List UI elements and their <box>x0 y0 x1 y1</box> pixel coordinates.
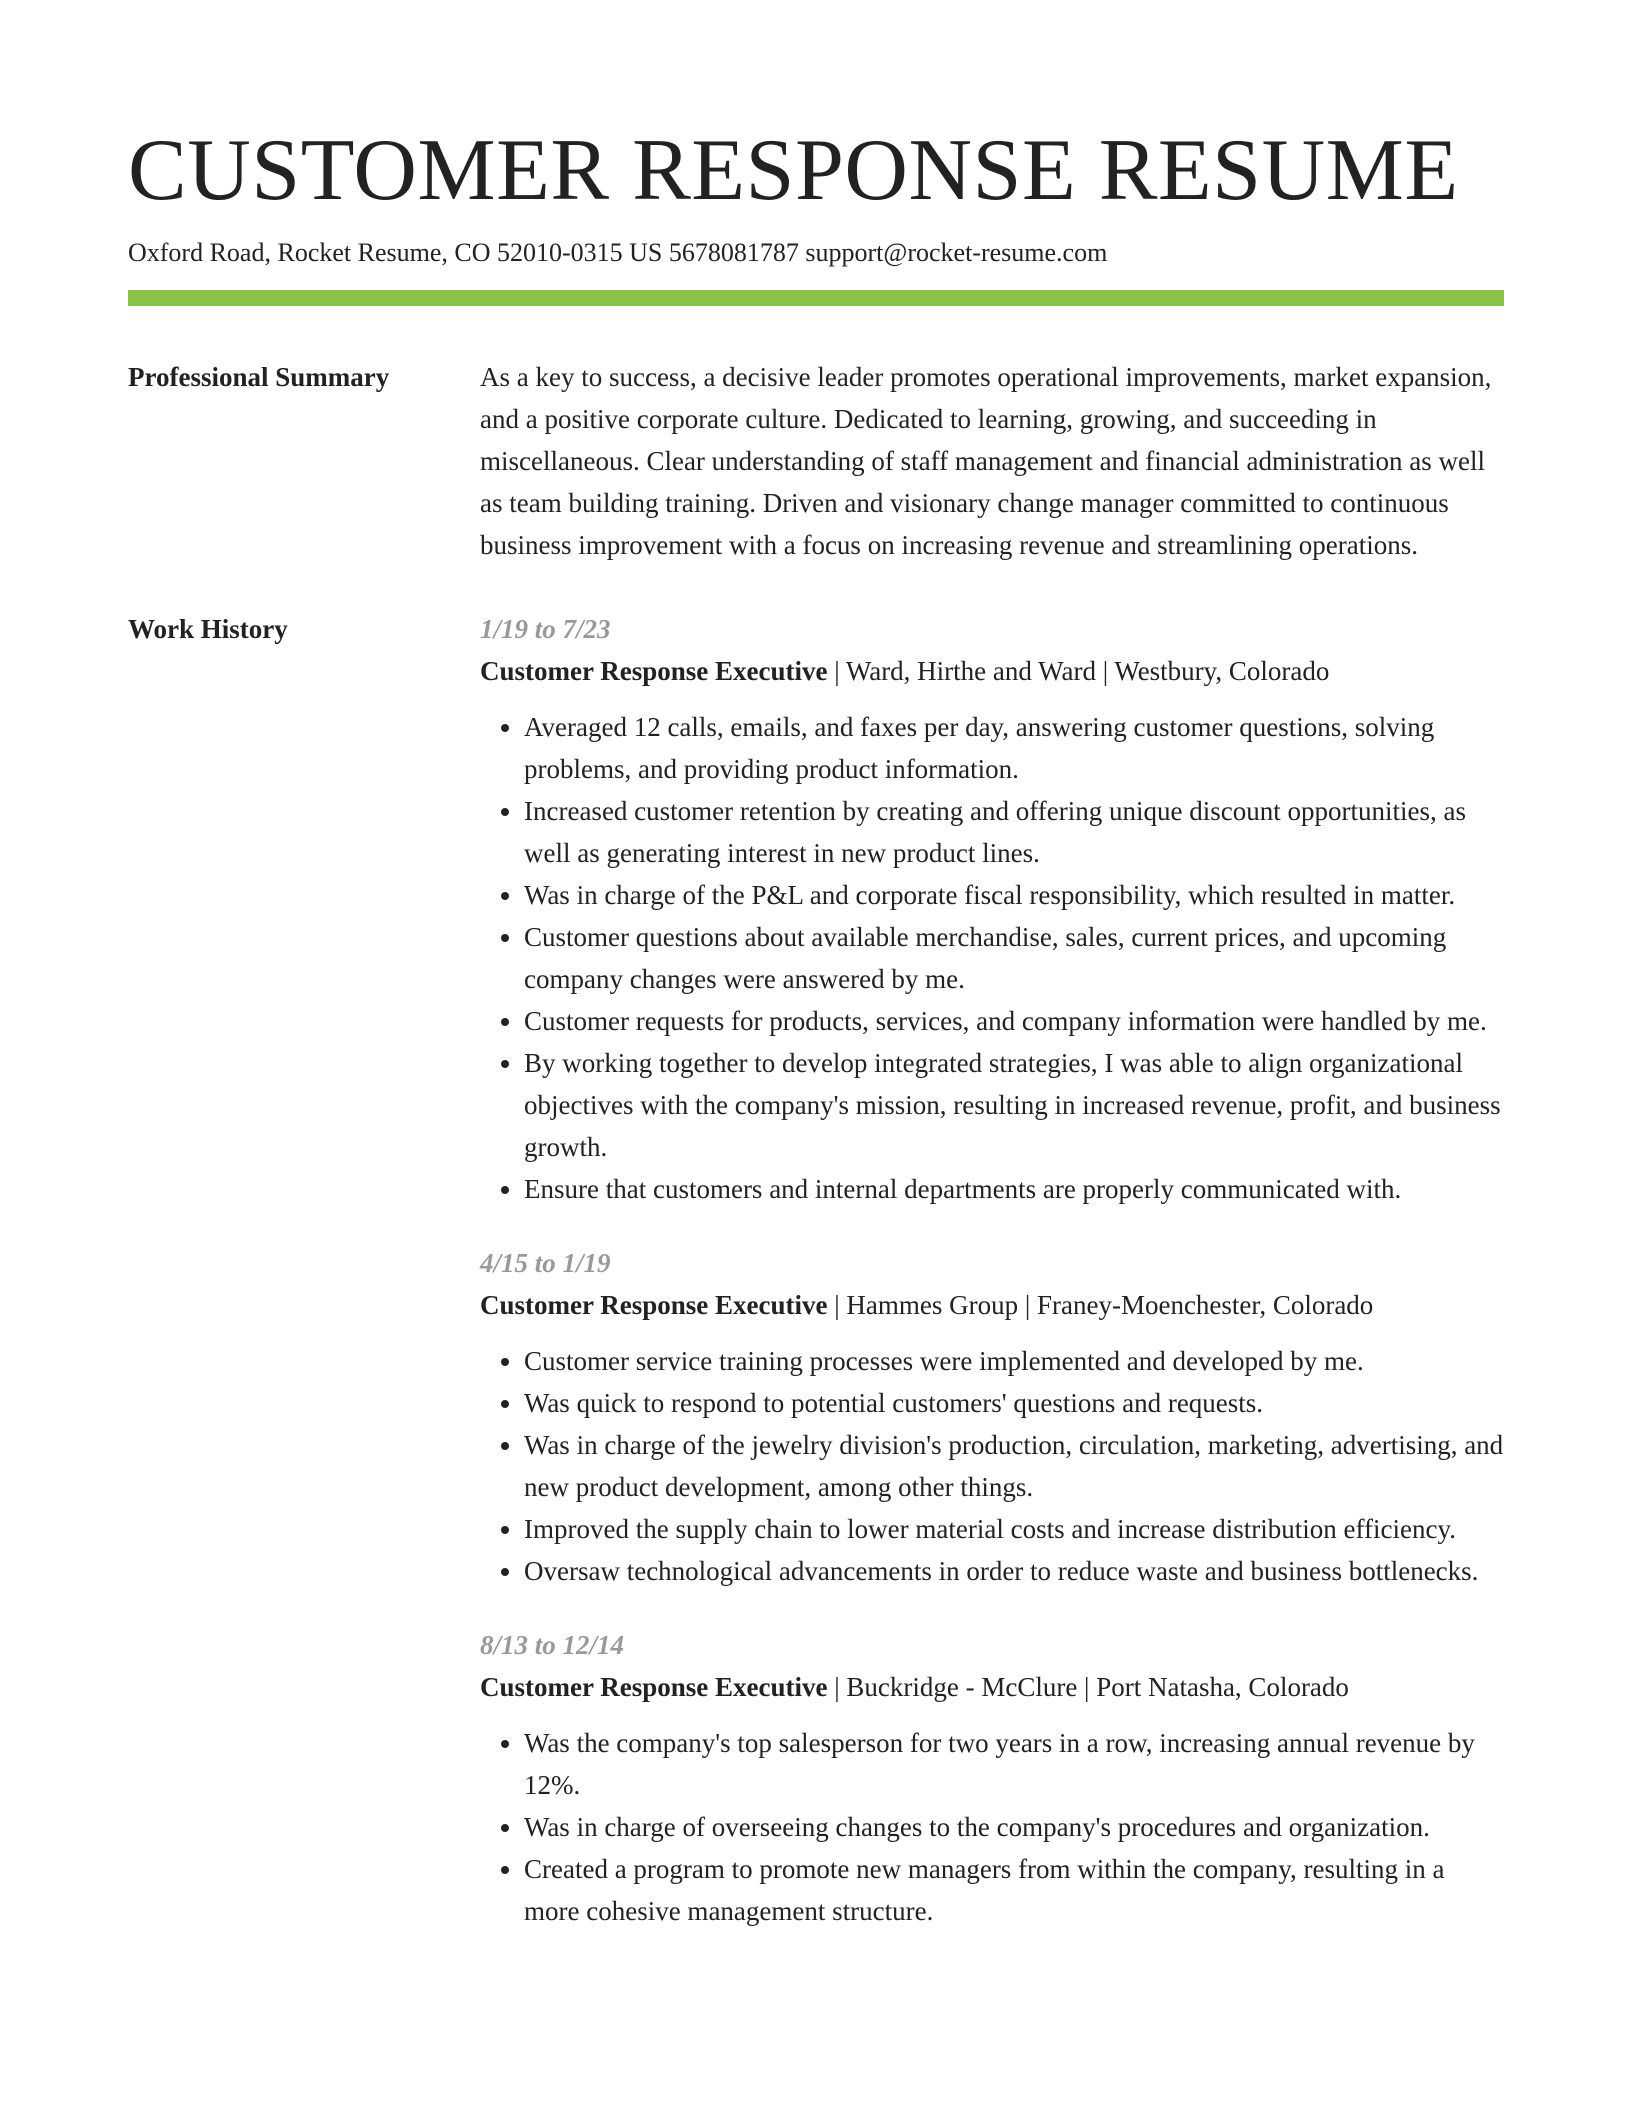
job-title: Customer Response Executive <box>480 1672 828 1702</box>
accent-divider <box>128 290 1504 306</box>
job-heading <box>480 650 1504 692</box>
job-title: Customer Response Executive <box>480 1290 828 1320</box>
job-bullet: • Customer requests for products, services, and company information were handled by me. <box>524 1000 1504 1042</box>
job-bullet: • Oversaw technological advancements in order to reduce waste and business bottlenecks. <box>524 1550 1504 1592</box>
job-bullet: • By working together to develop integrated strategies, I was able to align organizational objectives with the company's mission, resulting in increased revenue, profit, and business growth. <box>524 1042 1504 1168</box>
work-history-section <box>128 608 1504 1932</box>
summary-text: As a key to success, a decisive leader promotes operational improvements, market expansion, and a positive corporate culture. Dedicated to learning, growing, and succeeding in miscellaneous. Clear understanding of staff management and financial administration as well as team building training. Driven and visionary change manager committed to continuous business improvement with a focus on increasing revenue and streamlining operations. <box>480 362 1492 560</box>
job-bullet-list <box>480 706 1504 1210</box>
job-bullet: • Was in charge of the P&L and corporate fiscal responsibility, which resulted in matter. <box>524 874 1504 916</box>
work-history-body <box>480 608 1504 1932</box>
job-entry <box>480 1242 1504 1592</box>
job-entry <box>480 1624 1504 1932</box>
job-bullet: • Was in charge of overseeing changes to the company's procedures and organization. <box>524 1806 1504 1848</box>
job-bullet: • Was in charge of the jewelry division's production, circulation, marketing, advertising, and new product development, among other things. <box>524 1424 1504 1508</box>
job-heading <box>480 1666 1504 1708</box>
job-bullet: • Improved the supply chain to lower material costs and increase distribution efficiency. <box>524 1508 1504 1550</box>
job-employer-location: | Hammes Group | Franey-Moenchester, Colorado <box>827 1290 1374 1320</box>
job-bullet: • Ensure that customers and internal departments are properly communicated with. <box>524 1168 1504 1210</box>
job-bullet: • Created a program to promote new managers from within the company, resulting in a more cohesive management structure. <box>524 1848 1504 1932</box>
professional-summary-section <box>128 356 1504 566</box>
job-title: Customer Response Executive <box>480 656 828 686</box>
job-bullet: • Averaged 12 calls, emails, and faxes per day, answering customer questions, solving problems, and providing product information. <box>524 706 1504 790</box>
job-bullet-list <box>480 1722 1504 1932</box>
job-dates: 4/15 to 1/19 <box>480 1248 611 1278</box>
summary-body <box>480 356 1504 566</box>
job-bullet: • Was the company's top salesperson for two years in a row, increasing annual revenue by 12%. <box>524 1722 1504 1806</box>
job-employer-location: | Buckridge - McClure | Port Natasha, Colorado <box>827 1672 1349 1702</box>
job-bullet-list <box>480 1340 1504 1592</box>
job-bullet: • Customer questions about available merchandise, sales, current prices, and upcoming company changes were answered by me. <box>524 916 1504 1000</box>
section-title-summary: Professional Summary <box>128 362 390 392</box>
job-employer-location: | Ward, Hirthe and Ward | Westbury, Colorado <box>827 656 1330 686</box>
section-title-work-history: Work History <box>128 614 288 644</box>
contact-line: Oxford Road, Rocket Resume, CO 52010-0315 US 5678081787 support@rocket-resume.com <box>128 238 1108 267</box>
job-bullet: • Customer service training processes were implemented and developed by me. <box>524 1340 1504 1382</box>
job-heading <box>480 1284 1504 1326</box>
job-dates: 1/19 to 7/23 <box>480 614 611 644</box>
resume-name: CUSTOMER RESPONSE RESUME <box>128 122 1459 219</box>
job-bullet: • Increased customer retention by creating and offering unique discount opportunities, as well as generating interest in new product lines. <box>524 790 1504 874</box>
job-entry <box>480 608 1504 1210</box>
resume-header <box>128 0 1504 306</box>
job-bullet: • Was quick to respond to potential customers' questions and requests. <box>524 1382 1504 1424</box>
resume-page <box>128 0 1504 1932</box>
job-dates: 8/13 to 12/14 <box>480 1630 625 1660</box>
